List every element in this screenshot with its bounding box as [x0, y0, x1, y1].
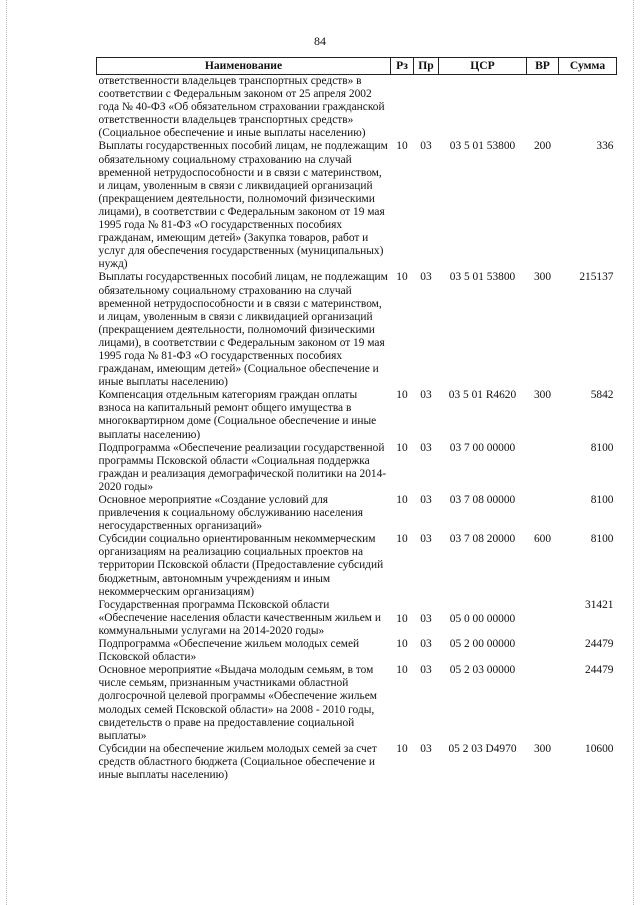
- row-csr: 03 5 01 R4620: [448, 389, 517, 402]
- row-vr: 600: [533, 533, 552, 546]
- row-name: Подпрограмма «Обеспечение жильем молодых семей Псковской области»: [98, 638, 360, 664]
- header-rz: Рз: [391, 58, 414, 75]
- row-name: Государственная программа Псковской области «Обеспечение населения области качественным жильем и коммунальными услугами на 2014-2020 годы»: [98, 598, 381, 637]
- row-pr: 03: [420, 441, 432, 454]
- table-row: [97, 638, 617, 664]
- table-row: [97, 75, 617, 141]
- row-rz: 10: [396, 441, 408, 454]
- row-sum: 5842: [590, 389, 614, 402]
- row-csr: 05 2 00 00000: [449, 638, 516, 651]
- row-rz: 10: [396, 638, 408, 651]
- row-pr: 03: [420, 140, 432, 153]
- header-pr: Пр: [414, 58, 439, 75]
- table-row: [97, 140, 617, 271]
- table-row: [97, 664, 617, 743]
- row-pr: 03: [420, 664, 432, 677]
- row-csr: 05 0 00 00000: [449, 612, 516, 625]
- row-rz: 10: [396, 140, 408, 153]
- header-name: Наименование: [97, 58, 391, 75]
- row-name: Субсидии на обеспечение жильем молодых семей за счет средств областного бюджета (Социальное обеспечение и иные выплаты населению): [98, 742, 377, 781]
- row-csr: 03 7 08 00000: [449, 494, 516, 506]
- row-rz: 10: [396, 612, 408, 625]
- row-rz: 10: [396, 494, 408, 506]
- row-rz: 10: [396, 271, 408, 284]
- row-name: ответственности владельцев транспортных средств» в соответствии с Федеральным законом от 25 апреля 2002 года № 40-ФЗ «Об обязательном страховании гражданской ответственности владельцев транспортных средств» (Социальное обеспечение и иные выплаты населению): [98, 75, 385, 140]
- table-row: [97, 599, 617, 638]
- row-name: Компенсация отдельным категориям граждан оплаты взноса на капитальный ремонт общего имущества в многоквартирном доме (Социальное обеспечение и иные выплаты населению): [98, 389, 377, 441]
- row-pr: 03: [420, 271, 432, 284]
- row-rz: 10: [396, 533, 408, 546]
- scan-edge-left: [6, 0, 8, 905]
- budget-table: [96, 57, 617, 782]
- row-vr: [527, 75, 559, 141]
- table-row: [97, 533, 617, 598]
- row-vr: [527, 494, 559, 533]
- table-row: [97, 743, 617, 782]
- row-name: Основное мероприятие «Создание условий для привлечения к социальному обслуживанию населения негосударственных организаций»: [98, 494, 363, 533]
- header-vr: ВР: [527, 58, 559, 75]
- row-vr: [527, 638, 559, 664]
- row-pr: 03: [420, 742, 432, 755]
- row-name: Выплаты государственных пособий лицам, не подлежащим обязательному социальному страхованию на случай временной нетрудоспособности и в связи с материнством, и лицам, уволенным в связи с ликвидацией организаций (прекращением деятельности, полномочий физическими лицами), в соответствии с Федеральным законом от 19 мая 1995 года № 81-ФЗ «О государственных пособиях гражданам, имеющим детей» (Закупка товаров, работ и услуг для обеспечения государственных (муниципальных) нужд): [98, 140, 388, 271]
- row-sum: 31421: [585, 598, 614, 611]
- row-rz: 10: [396, 389, 408, 402]
- row-csr: 05 2 03 D4970: [448, 742, 517, 755]
- row-csr: 05 2 03 00000: [449, 664, 516, 677]
- row-vr: [527, 442, 559, 494]
- row-vr: 200: [533, 140, 552, 153]
- header-csr: ЦСР: [439, 58, 527, 75]
- row-pr: [414, 75, 439, 141]
- row-rz: [391, 75, 414, 141]
- page-number: 84: [314, 34, 326, 48]
- row-sum: 24479: [585, 638, 614, 651]
- header-row: [97, 58, 617, 75]
- row-sum: 336: [596, 140, 614, 153]
- scan-edge-right: [633, 0, 635, 905]
- table-row: [97, 494, 617, 533]
- row-sum: [559, 75, 617, 141]
- row-vr: 300: [533, 742, 552, 755]
- row-csr: 03 7 08 20000: [449, 533, 516, 546]
- row-sum: 8100: [590, 441, 614, 454]
- table-row: [97, 442, 617, 494]
- table-row: [97, 389, 617, 441]
- row-csr: 03 5 01 53800: [449, 140, 516, 153]
- row-sum: 8100: [590, 533, 614, 546]
- row-csr: 03 5 01 53800: [449, 271, 516, 284]
- table-row: [97, 271, 617, 389]
- row-pr: 03: [420, 638, 432, 651]
- row-sum: 8100: [590, 494, 614, 506]
- row-pr: 03: [420, 612, 432, 625]
- row-pr: 03: [420, 494, 432, 506]
- row-rz: 10: [396, 664, 408, 677]
- row-vr: 300: [533, 271, 552, 284]
- row-name: Субсидии социально ориентированным некоммерческим организациям на реализацию социальных проектов на территории Псковской области (Предоставление субсидий бюджетным, автономным учреждениям и иным некоммерческим организациям): [98, 533, 384, 598]
- row-pr: 03: [420, 533, 432, 546]
- row-rz: 10: [396, 742, 408, 755]
- row-csr: 03 7 00 00000: [449, 441, 516, 454]
- row-sum: 10600: [585, 742, 614, 755]
- row-name: Выплаты государственных пособий лицам, не подлежащим обязательному социальному страхованию на случай временной нетрудоспособности и в связи с материнством, и лицам, уволенным в связи с ликвидацией организаций (прекращением деятельности, полномочий физическими лицами), в соответствии с Федеральным законом от 19 мая 1995 года № 81-ФЗ «О государственных пособиях гражданам, имеющим детей» (Социальное обеспечение и иные выплаты населению): [98, 271, 388, 389]
- row-sum: 215137: [579, 271, 614, 284]
- row-name: Подпрограмма «Обеспечение реализации государственной программы Псковской области «Социальная поддержка граждан и реализация демографической политики на 2014-2020 годы»: [98, 441, 387, 493]
- row-pr: 03: [420, 389, 432, 402]
- row-sum: 24479: [585, 664, 614, 677]
- header-sum: Сумма: [559, 58, 617, 75]
- row-csr: [439, 75, 527, 141]
- row-vr: [527, 599, 559, 638]
- row-vr: [527, 664, 559, 743]
- table-header: [97, 58, 617, 75]
- row-vr: 300: [533, 389, 552, 402]
- row-name: Основное мероприятие «Выдача молодым семьям, в том числе семьям, признанным участниками областной долгосрочной целевой программы «Обеспечение жильем молодых семей Псковской области» на 2008 - 2010 годы, свидетельств о праве на предоставление социальной выплаты»: [98, 664, 377, 742]
- table-body: [97, 75, 617, 783]
